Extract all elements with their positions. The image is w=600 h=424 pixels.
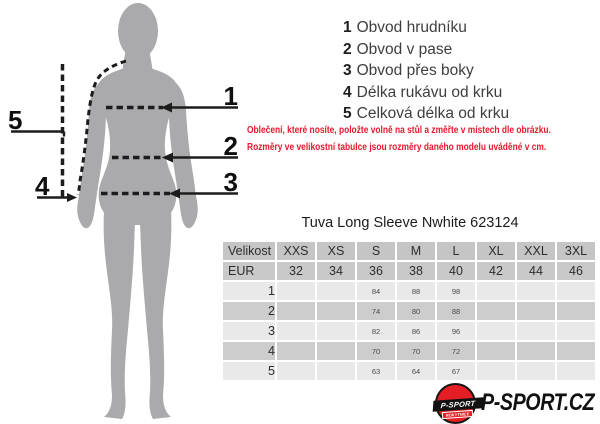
- size-table-cell: 88: [437, 302, 475, 320]
- product-title: Tuva Long Sleeve Nwhite 623124: [301, 215, 519, 231]
- size-table-header-row: [223, 242, 595, 260]
- badge-subtitle: ROKYTNICE: [442, 410, 473, 419]
- psport-site-text[interactable]: P-SPORT.CZ: [481, 389, 595, 416]
- size-table-cell: 32: [277, 262, 315, 280]
- size-table-cell: 82: [357, 322, 395, 340]
- size-table-header-cell: S: [357, 242, 395, 260]
- size-table-cell: [517, 302, 555, 320]
- size-table-cell: EUR: [223, 262, 275, 280]
- size-table-cell: [557, 322, 595, 340]
- size-table-cell: 46: [557, 262, 595, 280]
- size-table-cell: 36: [357, 262, 395, 280]
- size-table-cell: [557, 302, 595, 320]
- size-table-cell: 80: [397, 302, 435, 320]
- size-table-cell: 44: [517, 262, 555, 280]
- psport-logo[interactable]: [435, 383, 600, 424]
- diagram-label-hips: 3: [223, 167, 238, 197]
- legend-text: Celková délka od krku: [356, 105, 510, 122]
- size-table-row: [223, 282, 595, 300]
- legend-item: [343, 60, 509, 82]
- diagram-label-chest: 1: [223, 81, 238, 111]
- size-table-header-cell: Velikost: [223, 242, 275, 260]
- size-table-row: [223, 362, 595, 380]
- size-table-header-cell: M: [397, 242, 435, 260]
- body-silhouette: [77, 3, 198, 419]
- legend-item: [343, 17, 509, 39]
- size-table-cell: [277, 282, 315, 300]
- legend-text: Délka rukávu od krku: [356, 83, 503, 101]
- size-table-cell: 86: [397, 322, 435, 340]
- sleeve-arrowhead: [67, 193, 77, 202]
- size-table-row: [223, 302, 595, 320]
- size-table-header-cell: XL: [477, 242, 515, 260]
- size-table-row-label: 1: [223, 282, 275, 300]
- size-table-cell: 72: [437, 342, 475, 360]
- size-table-cell: [517, 362, 555, 380]
- size-table-cell: [317, 362, 355, 380]
- size-table-cell: 40: [437, 262, 475, 280]
- measurement-warning-text: [247, 123, 551, 156]
- size-table-row-label: 3: [223, 322, 275, 340]
- size-table-row-label: 5: [223, 362, 275, 380]
- size-table-cell: 96: [437, 322, 475, 340]
- size-table-header-cell: 3XL: [557, 242, 595, 260]
- warning-line-1: Oblečení, které nosíte, položte volně na stůl a změřte v místech dle obrázku.: [247, 125, 551, 136]
- size-table-header-cell: XXS: [277, 242, 315, 260]
- size-table-cell: [477, 342, 515, 360]
- size-table-cell: [477, 282, 515, 300]
- legend-number: 2: [343, 40, 352, 58]
- size-table: [221, 240, 597, 382]
- size-table-header-cell: XXL: [517, 242, 555, 260]
- legend-text: Obvod v pase: [356, 40, 453, 58]
- size-table-cell: 98: [437, 282, 475, 300]
- size-table-cell: [277, 342, 315, 360]
- size-table-cell: [317, 322, 355, 340]
- diagram-label-waist: 2: [223, 131, 238, 161]
- size-table-cell: 70: [357, 342, 395, 360]
- legend-number: 3: [343, 62, 352, 79]
- size-table-cell: [557, 282, 595, 300]
- warning-line-2: Rozměry ve velikostní tabulce jsou rozměry daného modelu uváděné v cm.: [247, 141, 547, 153]
- diagram-label-sleeve: 4: [35, 171, 50, 201]
- size-table-cell: 74: [357, 302, 395, 320]
- size-table-cell: [557, 362, 595, 380]
- size-table-cell: [317, 302, 355, 320]
- size-table-row: [223, 342, 595, 360]
- size-table-cell: [557, 342, 595, 360]
- measurement-legend: [343, 17, 509, 125]
- legend-number: 4: [343, 83, 352, 101]
- size-table-cell: 42: [477, 262, 515, 280]
- size-table-row-label: 2: [223, 302, 275, 320]
- size-table-cell: 70: [397, 342, 435, 360]
- size-table-cell: [277, 302, 315, 320]
- size-table-cell: [277, 362, 315, 380]
- legend-number: 5: [343, 105, 352, 122]
- size-table-row: [223, 322, 595, 340]
- size-table-cell: [477, 362, 515, 380]
- size-table-cell: [317, 282, 355, 300]
- size-table-cell: [517, 342, 555, 360]
- psport-badge-icon: [435, 383, 476, 424]
- size-table-cell: 64: [397, 362, 435, 380]
- size-table-cell: [517, 282, 555, 300]
- size-table-cell: 67: [437, 362, 475, 380]
- size-table-header-cell: L: [437, 242, 475, 260]
- size-table-eur-row: [223, 262, 595, 280]
- legend-number: 1: [343, 19, 352, 36]
- size-table-cell: 38: [397, 262, 435, 280]
- size-table-cell: [317, 342, 355, 360]
- size-table-cell: [477, 322, 515, 340]
- legend-item: [343, 82, 509, 104]
- legend-text: Obvod hrudníku: [356, 19, 467, 36]
- size-table-cell: 63: [357, 362, 395, 380]
- size-table-cell: [477, 302, 515, 320]
- size-table-row-label: 4: [223, 342, 275, 360]
- size-table-cell: 84: [357, 282, 395, 300]
- size-table-cell: [517, 322, 555, 340]
- legend-item: [343, 39, 509, 61]
- size-table-cell: [277, 322, 315, 340]
- legend-text: Obvod přes boky: [356, 62, 474, 79]
- diagram-label-length: 5: [8, 105, 23, 135]
- size-table-cell: 88: [397, 282, 435, 300]
- legend-item: [343, 103, 509, 125]
- size-table-header-cell: XS: [317, 242, 355, 260]
- size-table-cell: 34: [317, 262, 355, 280]
- badge-title: P-SPORT: [433, 397, 484, 412]
